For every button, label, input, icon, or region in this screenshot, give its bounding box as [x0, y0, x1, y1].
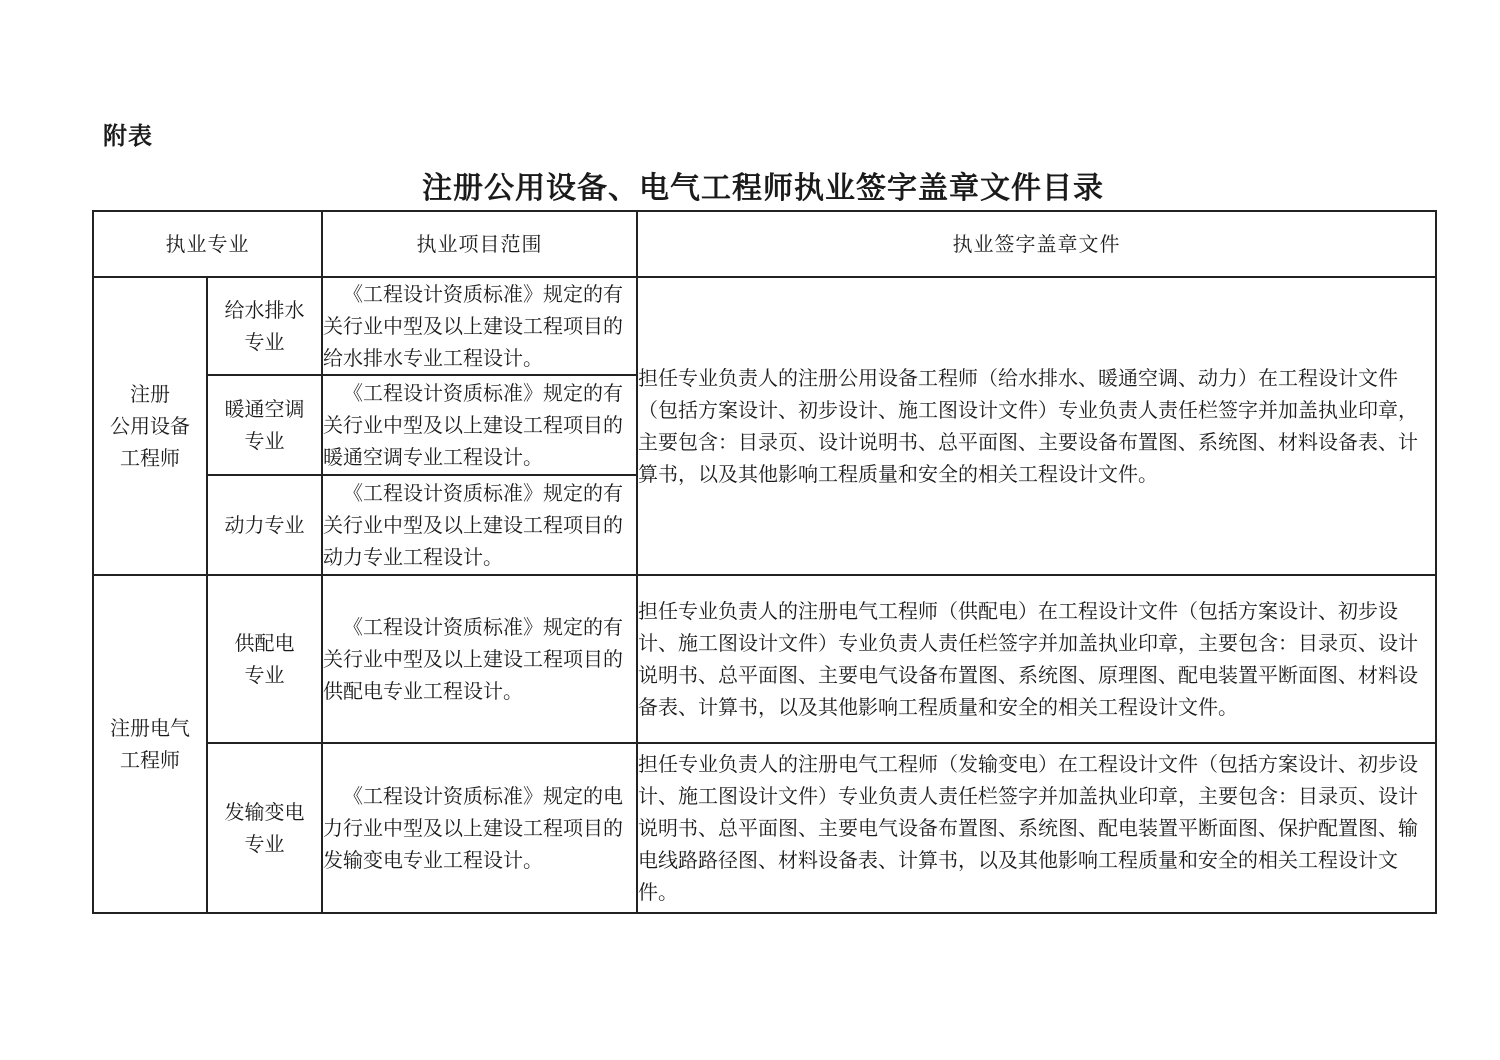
- scope-cell: 《工程设计资质标准》规定的有关行业中型及以上建设工程项目的动力专业工程设计。: [322, 475, 637, 575]
- table-row: [93, 277, 1436, 375]
- document-title: 注册公用设备、电气工程师执业签字盖章文件目录: [422, 171, 1104, 206]
- signature-files-table: [92, 210, 1437, 914]
- files-cell: 担任专业负责人的注册公用设备工程师（给水排水、暖通空调、动力）在工程设计文件（包括方案设计、初步设计、施工图设计文件）专业负责人责任栏签字并加盖执业印章，主要包含：目录页、设计说明书、总平面图、主要设备布置图、系统图、材料设备表、计算书，以及其他影响工程质量和安全的相关工程设计文件。: [637, 277, 1436, 575]
- scope-cell: 《工程设计资质标准》规定的电力行业中型及以上建设工程项目的发输变电专业工程设计。: [322, 743, 637, 913]
- specialty-cell: 给水排水 专业: [207, 277, 322, 375]
- category-cell: 注册 公用设备 工程师: [93, 277, 207, 575]
- specialty-cell: 暖通空调 专业: [207, 375, 322, 475]
- scope-cell: 《工程设计资质标准》规定的有关行业中型及以上建设工程项目的供配电专业工程设计。: [322, 575, 637, 743]
- specialty-cell: 供配电 专业: [207, 575, 322, 743]
- table-row: [93, 575, 1436, 743]
- header-specialty: 执业专业: [93, 211, 322, 277]
- category-cell: 注册电气 工程师: [93, 575, 207, 913]
- table-row: [93, 743, 1436, 913]
- files-cell: 担任专业负责人的注册电气工程师（发输变电）在工程设计文件（包括方案设计、初步设计、施工图设计文件）专业负责人责任栏签字并加盖执业印章，主要包含：目录页、设计说明书、总平面图、主要电气设备布置图、系统图、配电装置平断面图、保护配置图、输电线路路径图、材料设备表、计算书，以及其他影响工程质量和安全的相关工程设计文件。: [637, 743, 1436, 913]
- table-header-row: [93, 211, 1436, 277]
- scope-cell: 《工程设计资质标准》规定的有关行业中型及以上建设工程项目的给水排水专业工程设计。: [322, 277, 637, 375]
- files-cell: 担任专业负责人的注册电气工程师（供配电）在工程设计文件（包括方案设计、初步设计、施工图设计文件）专业负责人责任栏签字并加盖执业印章，主要包含：目录页、设计说明书、总平面图、主要电气设备布置图、系统图、原理图、配电装置平断面图、材料设备表、计算书，以及其他影响工程质量和安全的相关工程设计文件。: [637, 575, 1436, 743]
- specialty-cell: 动力专业: [207, 475, 322, 575]
- specialty-cell: 发输变电 专业: [207, 743, 322, 913]
- header-scope: 执业项目范围: [322, 211, 637, 277]
- header-files: 执业签字盖章文件: [637, 211, 1436, 277]
- scope-cell: 《工程设计资质标准》规定的有关行业中型及以上建设工程项目的暖通空调专业工程设计。: [322, 375, 637, 475]
- annex-label: 附表: [103, 122, 153, 150]
